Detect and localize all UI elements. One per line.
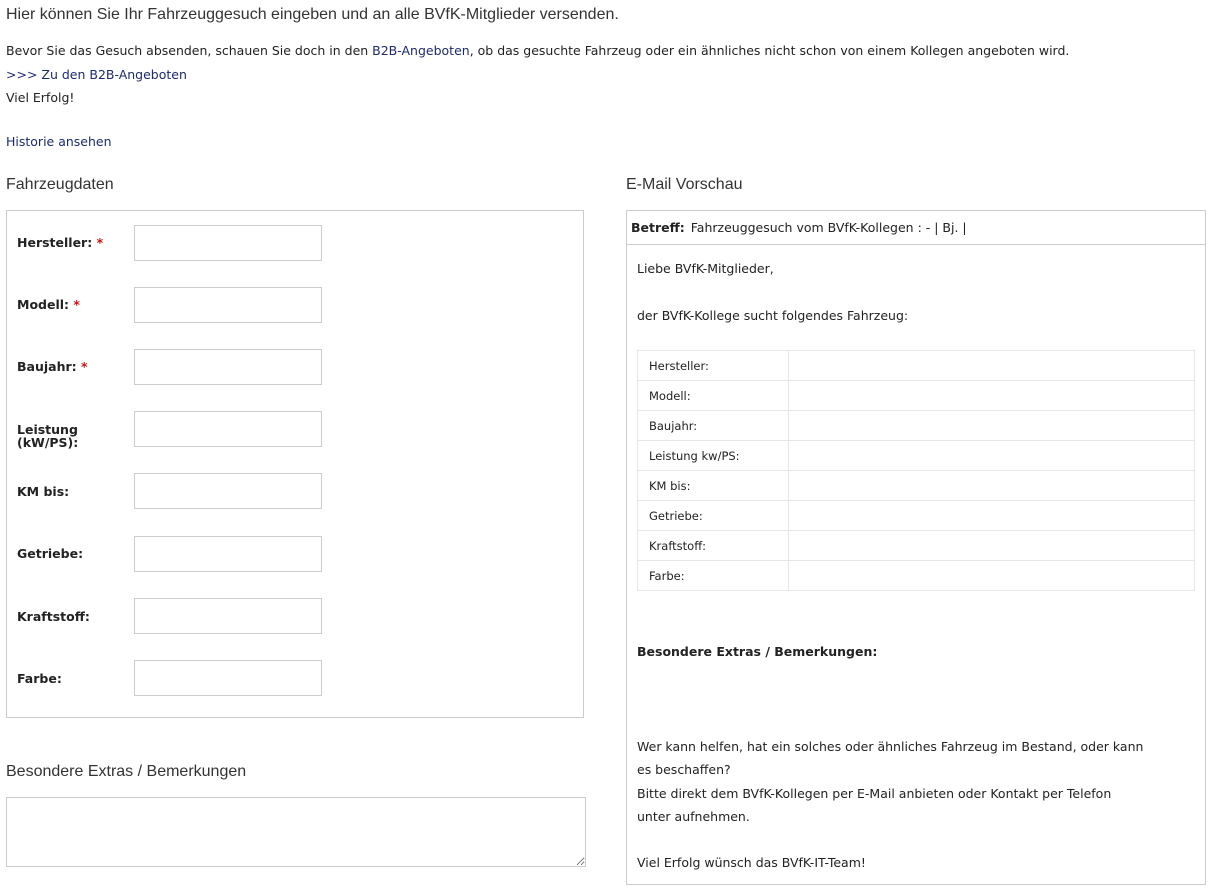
email-subject-row — [627, 211, 1205, 245]
transmission-label: Getriebe: — [17, 546, 84, 561]
color-label: Farbe: — [17, 671, 62, 686]
transmission-input[interactable] — [134, 536, 322, 572]
table-key: KM bis: — [638, 471, 789, 501]
b2b-offers-link[interactable]: >>> Zu den B2B-Angeboten — [6, 67, 187, 82]
mileage-label: KM bis: — [17, 484, 70, 499]
table-row — [638, 441, 1195, 471]
help-text: Wer kann helfen, hat ein solches oder ähnliches Fahrzeug im Bestand, oder kann es beschaffen? — [637, 739, 1144, 778]
manufacturer-label: Hersteller: * — [17, 235, 104, 250]
power-input[interactable] — [134, 411, 322, 447]
subject-value: Fahrzeuggesuch vom BVfK-Kollegen : - | Bj. | — [690, 220, 967, 235]
intro-text-before: Bevor Sie das Gesuch absenden, schauen Sie doch in den — [6, 43, 373, 58]
table-row — [638, 381, 1195, 411]
table-row — [638, 561, 1195, 591]
email-preview-panel — [626, 210, 1206, 885]
table-row — [638, 411, 1195, 441]
table-value — [789, 351, 1195, 381]
page-heading: Hier können Sie Ihr Fahrzeuggesuch eingeben und an alle BVfK-Mitglieder versenden. — [6, 6, 619, 23]
email-preview-title: E-Mail Vorschau — [626, 176, 743, 193]
intro-text-after: , ob das gesuchte Fahrzeug oder ein ähnliches nicht schon von einem Kollegen angeboten wird. — [469, 43, 1070, 58]
table-key: Leistung kw/PS: — [638, 441, 789, 471]
table-value — [789, 531, 1195, 561]
table-key: Kraftstoff: — [638, 531, 789, 561]
vehicle-data-title: Fahrzeugdaten — [6, 176, 114, 193]
extras-heading: Besondere Extras / Bemerkungen: — [637, 644, 878, 659]
year-label: Baujahr: * — [17, 359, 88, 374]
table-value — [789, 411, 1195, 441]
remarks-textarea[interactable] — [6, 797, 586, 867]
year-input[interactable] — [134, 349, 322, 385]
email-intro: der BVfK-Kollege sucht folgendes Fahrzeug: — [637, 308, 909, 323]
email-closing — [637, 735, 1147, 874]
history-link[interactable]: Historie ansehen — [6, 134, 112, 149]
manufacturer-input[interactable] — [134, 225, 322, 261]
b2b-inline-link[interactable]: B2B-Angeboten — [372, 43, 470, 58]
power-label: Leistung (kW/PS): — [17, 422, 79, 450]
sign-off-text: Viel Erfolg wünsch das BVfK-IT-Team! — [637, 855, 866, 871]
model-input[interactable] — [134, 287, 322, 323]
model-label: Modell: * — [17, 297, 80, 312]
table-row — [638, 531, 1195, 561]
table-value — [789, 471, 1195, 501]
subject-label: Betreff: — [631, 220, 685, 235]
table-row — [638, 351, 1195, 381]
table-key: Baujahr: — [638, 411, 789, 441]
table-value — [789, 501, 1195, 531]
table-key: Hersteller: — [638, 351, 789, 381]
fuel-input[interactable] — [134, 598, 322, 634]
intro-text — [6, 43, 1069, 58]
required-marker: * — [96, 235, 104, 250]
remarks-title: Besondere Extras / Bemerkungen — [6, 763, 247, 780]
table-key: Modell: — [638, 381, 789, 411]
table-value — [789, 381, 1195, 411]
fuel-label: Kraftstoff: — [17, 609, 90, 624]
table-key: Farbe: — [638, 561, 789, 591]
good-luck-text: Viel Erfolg! — [6, 90, 75, 105]
vehicle-data-form — [6, 210, 584, 718]
vehicle-summary-table — [637, 350, 1195, 591]
contact-text: Bitte direkt dem BVfK-Kollegen per E-Mail anbieten oder Kontakt per Telefon unter aufnehmen. — [637, 785, 1112, 824]
table-value — [789, 441, 1195, 471]
color-input[interactable] — [134, 660, 322, 696]
table-row — [638, 471, 1195, 501]
table-key: Getriebe: — [638, 501, 789, 531]
table-value — [789, 561, 1195, 591]
email-greeting: Liebe BVfK-Mitglieder, — [637, 261, 774, 276]
table-row — [638, 501, 1195, 531]
required-marker: * — [81, 359, 88, 374]
mileage-input[interactable] — [134, 473, 322, 509]
required-marker: * — [73, 297, 80, 312]
